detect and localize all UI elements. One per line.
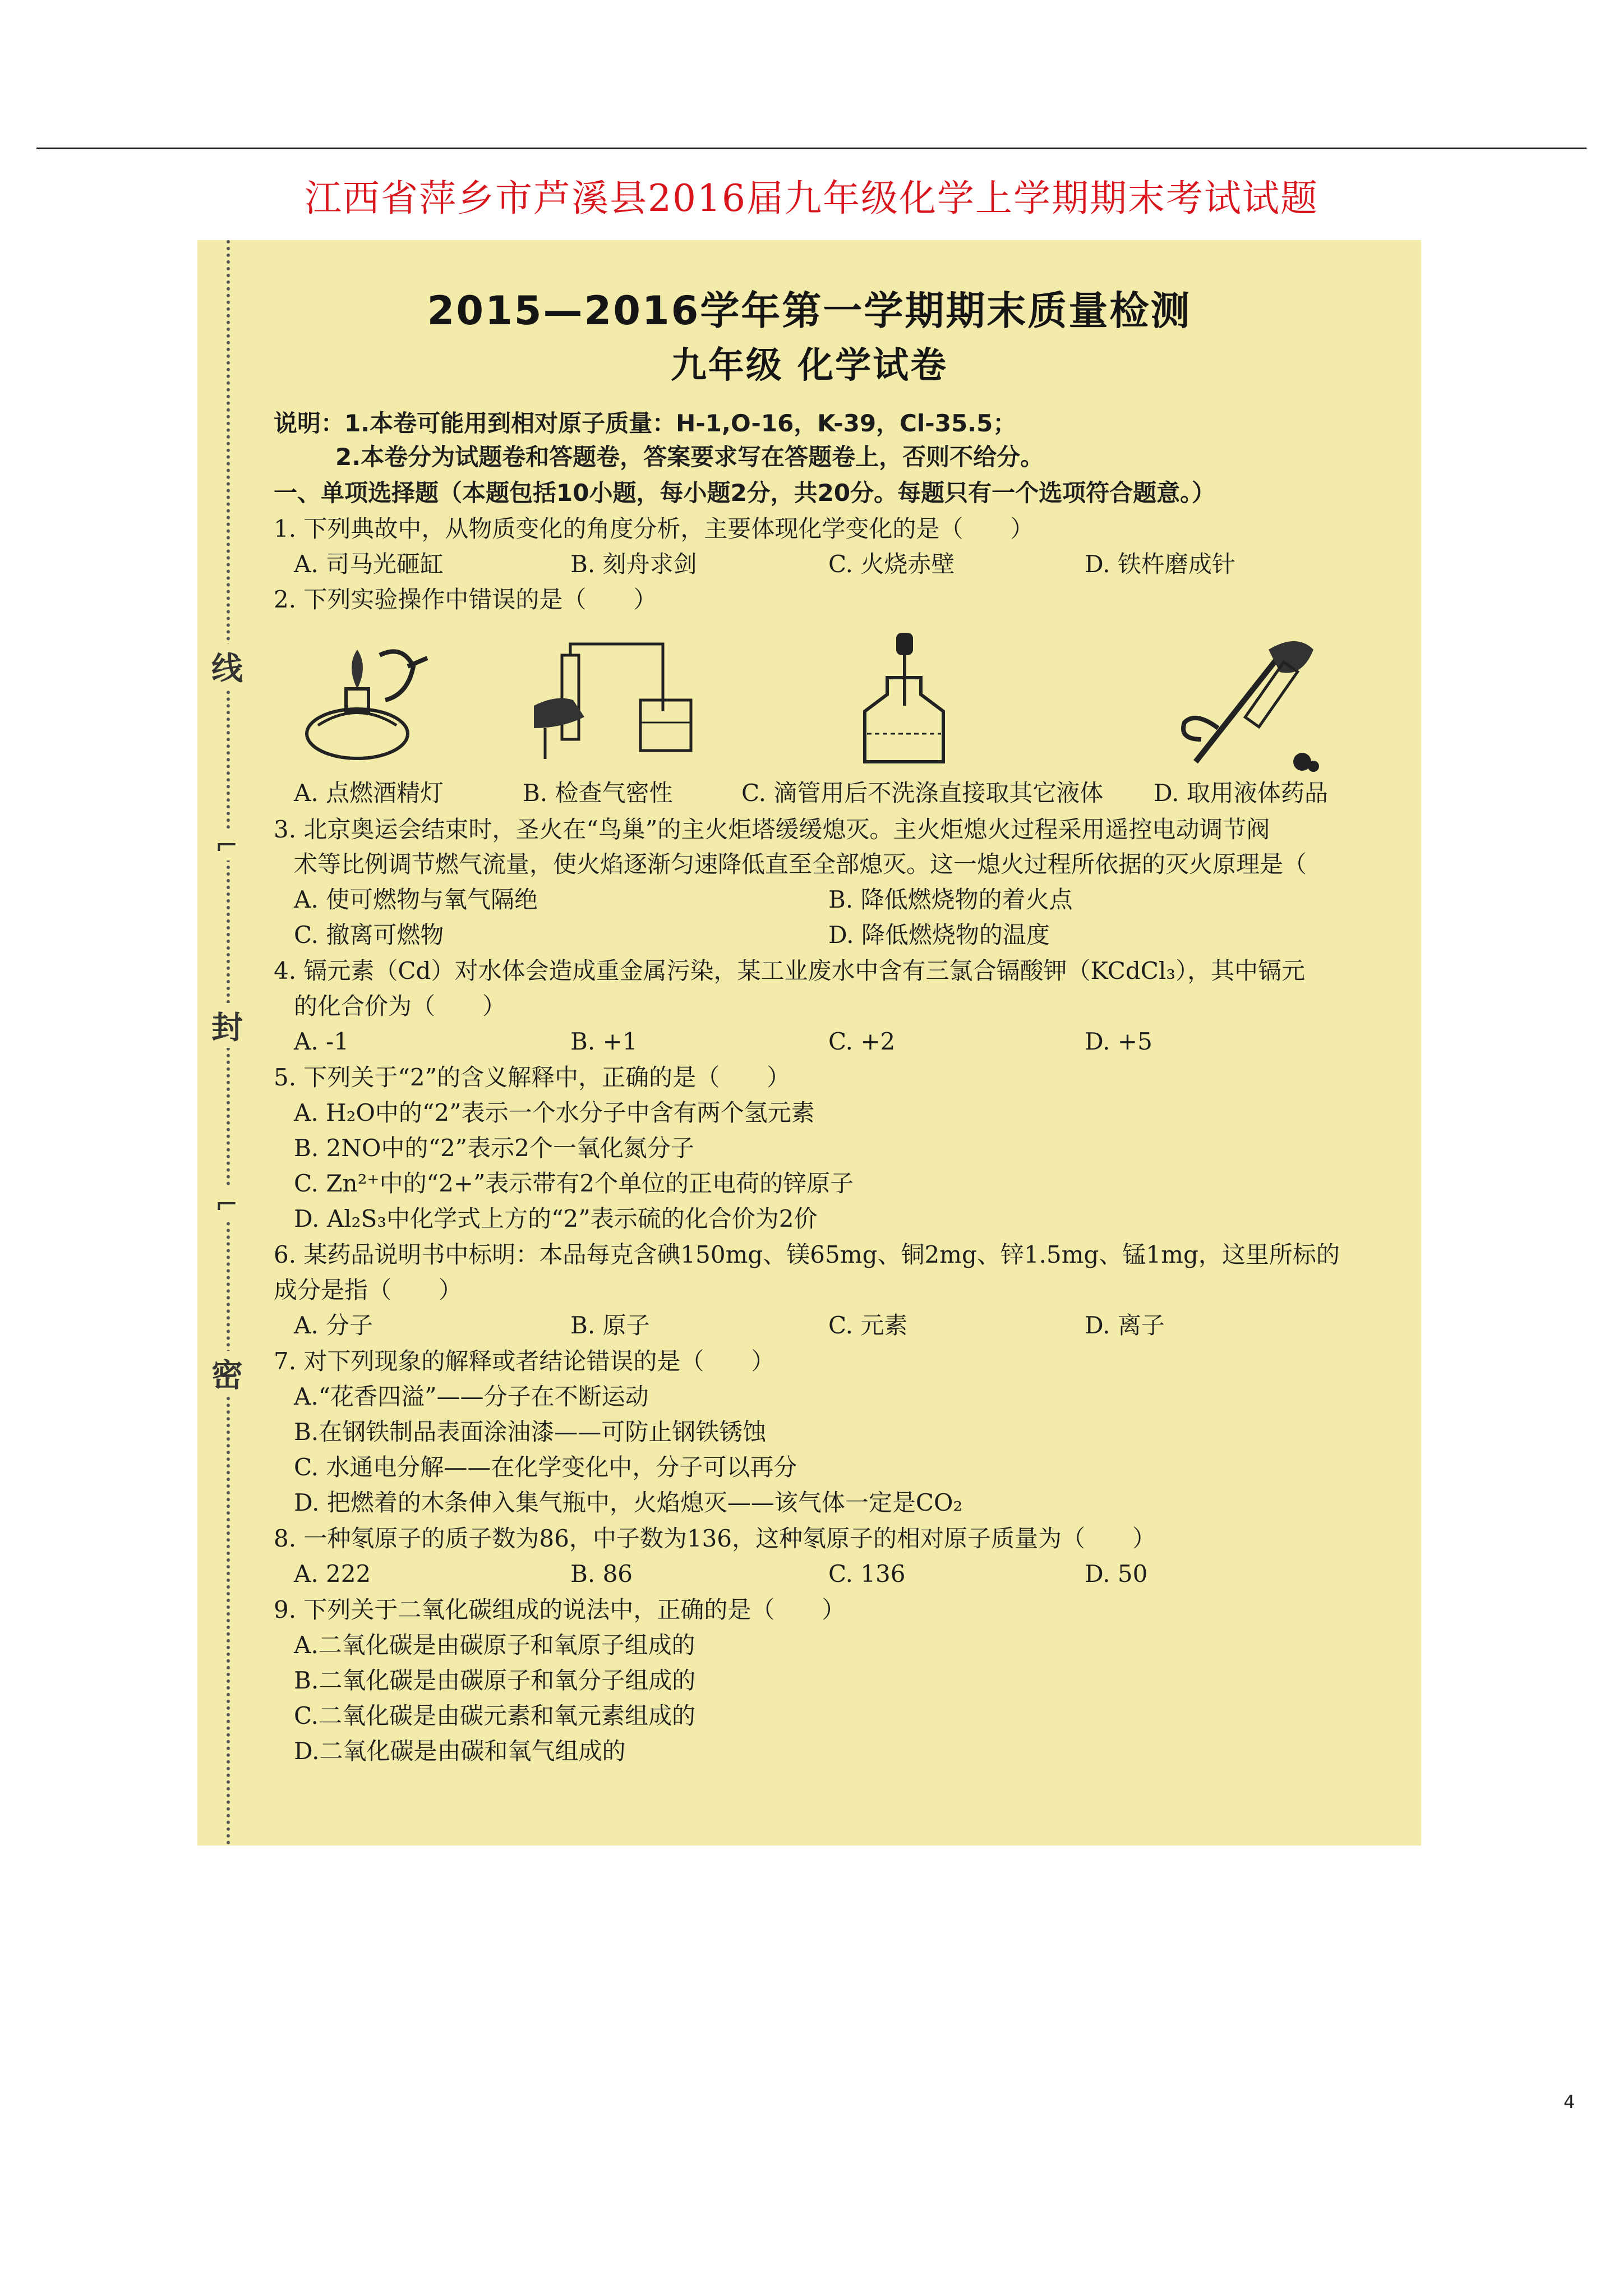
note-line-1: 说明：1.本卷可能用到相对原子质量：H-1,O-16，K-39，Cl-35.5； bbox=[274, 409, 1017, 437]
option-a: A. 司马光砸缸 bbox=[294, 550, 444, 578]
option-b: B. 降低燃烧物的着火点 bbox=[828, 886, 1073, 913]
question-stem: 5. 下列关于“2”的含义解释中，正确的是（ ） bbox=[274, 1064, 791, 1091]
option-b: B.二氧化碳是由碳原子和氧分子组成的 bbox=[294, 1667, 696, 1694]
question-stem-cont: 术等比例调节燃气流量，使火焰逐渐匀速降低直至全部熄灭。这一熄火过程所依据的灭火原理是（ bbox=[294, 850, 1307, 878]
note-line-2: 2.本卷分为试题卷和答题卷，答案要求写在答题卷上，否则不给分。 bbox=[335, 443, 1044, 471]
dropper-bottle-icon bbox=[842, 627, 966, 773]
option-d: D.二氧化碳是由碳和氧气组成的 bbox=[294, 1737, 626, 1765]
option-d: D. +5 bbox=[1085, 1028, 1152, 1055]
question-stem: 8. 一种氡原子的质子数为86，中子数为136，这种氡原子的相对原子质量为（ ） bbox=[274, 1525, 1156, 1552]
option-a: A. 分子 bbox=[294, 1312, 374, 1339]
option-d: D. Al₂S₃中化学式上方的“2”表示硫的化合价为2价 bbox=[294, 1205, 818, 1232]
option-d: D. 离子 bbox=[1085, 1312, 1165, 1339]
question-stem: 4. 镉元素（Cd）对水体会造成重金属污染，某工业废水中含有三氯合镉酸钾（KCdCl₃），其中镉元 bbox=[274, 957, 1306, 984]
question-stem: 6. 某药品说明书中标明：本品每克含碘150mg、镁65mg、铜2mg、锌1.5mg、锰1mg，这里所标的 bbox=[274, 1241, 1340, 1268]
option-a: A. H₂O中的“2”表示一个水分子中含有两个氢元素 bbox=[294, 1099, 815, 1126]
option-d: D. 降低燃烧物的温度 bbox=[828, 921, 1050, 949]
option-b: B. 刻舟求剑 bbox=[570, 550, 697, 578]
option-b: B. +1 bbox=[570, 1028, 638, 1055]
page-number: 4 bbox=[1564, 2091, 1575, 2113]
option-c: C. Zn²⁺中的“2+”表示带有2个单位的正电荷的锌原子 bbox=[294, 1170, 854, 1197]
option-b: B. 86 bbox=[570, 1560, 633, 1588]
pouring-liquid-icon bbox=[1162, 627, 1341, 779]
option-c: C. 元素 bbox=[828, 1312, 908, 1339]
binding-char-xian: 线 bbox=[208, 644, 247, 689]
option-a: A.二氧化碳是由碳原子和氧原子组成的 bbox=[294, 1631, 695, 1659]
airtightness-check-icon bbox=[511, 633, 725, 767]
option-c: C. +2 bbox=[828, 1028, 896, 1055]
option-d: D. 取用液体药品 bbox=[1154, 779, 1328, 807]
binding-bracket-mark: ⌐ bbox=[209, 829, 245, 861]
option-a: A. 点燃酒精灯 bbox=[294, 779, 444, 807]
binding-char-feng: 封 bbox=[208, 1003, 247, 1048]
option-c: C. 火烧赤壁 bbox=[828, 550, 955, 578]
option-c: C. 136 bbox=[828, 1560, 906, 1588]
option-b: B. 检查气密性 bbox=[523, 779, 673, 807]
binding-bracket-mark: ⌐ bbox=[209, 1188, 245, 1220]
section-heading: 一、单项选择题（本题包括10小题，每小题2分，共20分。每题只有一个选项符合题意。） bbox=[274, 479, 1216, 507]
binding-char-mi: 密 bbox=[208, 1351, 247, 1396]
option-d: D. 铁杵磨成针 bbox=[1085, 550, 1235, 578]
option-c: C. 水通电分解——在化学变化中，分子可以再分 bbox=[294, 1453, 797, 1481]
question-stem-cont: 的化合价为（ ） bbox=[294, 992, 506, 1020]
alcohol-lamp-icon bbox=[296, 633, 453, 767]
option-a: A.“花香四溢”——分子在不断运动 bbox=[294, 1383, 649, 1410]
header-rule bbox=[36, 148, 1587, 149]
exam-subtitle: 九年级 化学试卷 bbox=[670, 345, 948, 386]
option-d: D. 把燃着的木条伸入集气瓶中，火焰熄灭——该气体一定是CO₂ bbox=[294, 1489, 963, 1516]
question-stem: 2. 下列实验操作中错误的是（ ） bbox=[274, 586, 657, 613]
option-b: B. 原子 bbox=[570, 1312, 650, 1339]
option-c: C. 滴管用后不洗涤直接取其它液体 bbox=[741, 779, 1104, 807]
question-stem-cont: 成分是指（ ） bbox=[274, 1276, 463, 1304]
document-title: 江西省萍乡市芦溪县2016届九年级化学上学期期末考试试题 bbox=[305, 177, 1318, 220]
exam-title: 2015—2016学年第一学期期末质量检测 bbox=[427, 288, 1192, 334]
option-b: B.在钢铁制品表面涂油漆——可防止钢铁锈蚀 bbox=[294, 1418, 767, 1446]
question-stem: 3. 北京奥运会结束时，圣火在“鸟巢”的主火炬塔缓缓熄灭。主火炬熄火过程采用遥控电动调节阀 bbox=[274, 816, 1270, 843]
option-a: A. -1 bbox=[294, 1028, 349, 1055]
question-stem: 9. 下列关于二氧化碳组成的说法中，正确的是（ ） bbox=[274, 1596, 846, 1623]
scanned-exam-page bbox=[197, 240, 1421, 1846]
question-stem: 7. 对下列现象的解释或者结论错误的是（ ） bbox=[274, 1347, 775, 1375]
option-c: C. 撤离可燃物 bbox=[294, 921, 444, 949]
option-a: A. 使可燃物与氧气隔绝 bbox=[294, 886, 538, 913]
question-stem: 1. 下列典故中，从物质变化的角度分析，主要体现化学变化的是（ ） bbox=[274, 515, 1034, 542]
option-a: A. 222 bbox=[294, 1560, 371, 1588]
option-d: D. 50 bbox=[1085, 1560, 1148, 1588]
option-b: B. 2NO中的“2”表示2个一氧化氮分子 bbox=[294, 1134, 694, 1162]
option-c: C.二氧化碳是由碳元素和氧元素组成的 bbox=[294, 1702, 695, 1729]
